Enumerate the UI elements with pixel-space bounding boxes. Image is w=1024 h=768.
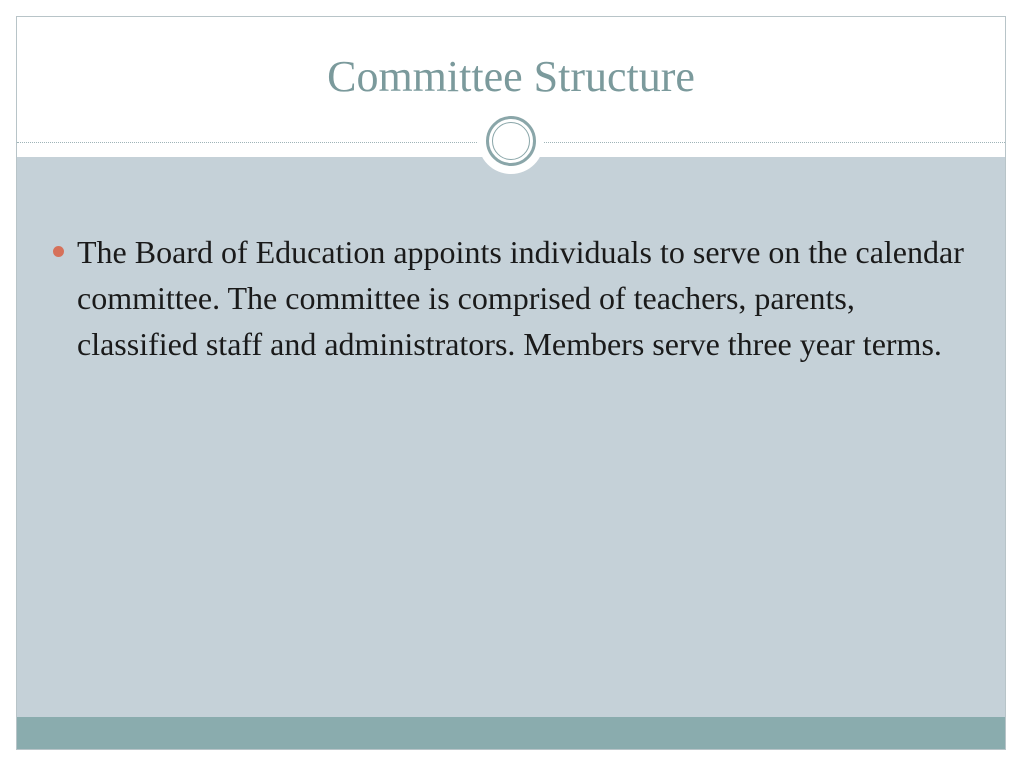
bullet-list	[49, 229, 979, 367]
slide	[16, 16, 1006, 750]
list-item	[49, 229, 979, 367]
bullet-icon	[53, 246, 64, 257]
footer-band	[17, 717, 1005, 750]
bullet-text: The Board of Education appoints individuals to serve on the calendar committee. The committee is comprised of teachers, parents, classified staff and administrators. Members serve three year terms.	[77, 234, 964, 362]
ring-ornament-inner-icon	[492, 122, 530, 160]
slide-title: Committee Structure	[327, 52, 695, 101]
